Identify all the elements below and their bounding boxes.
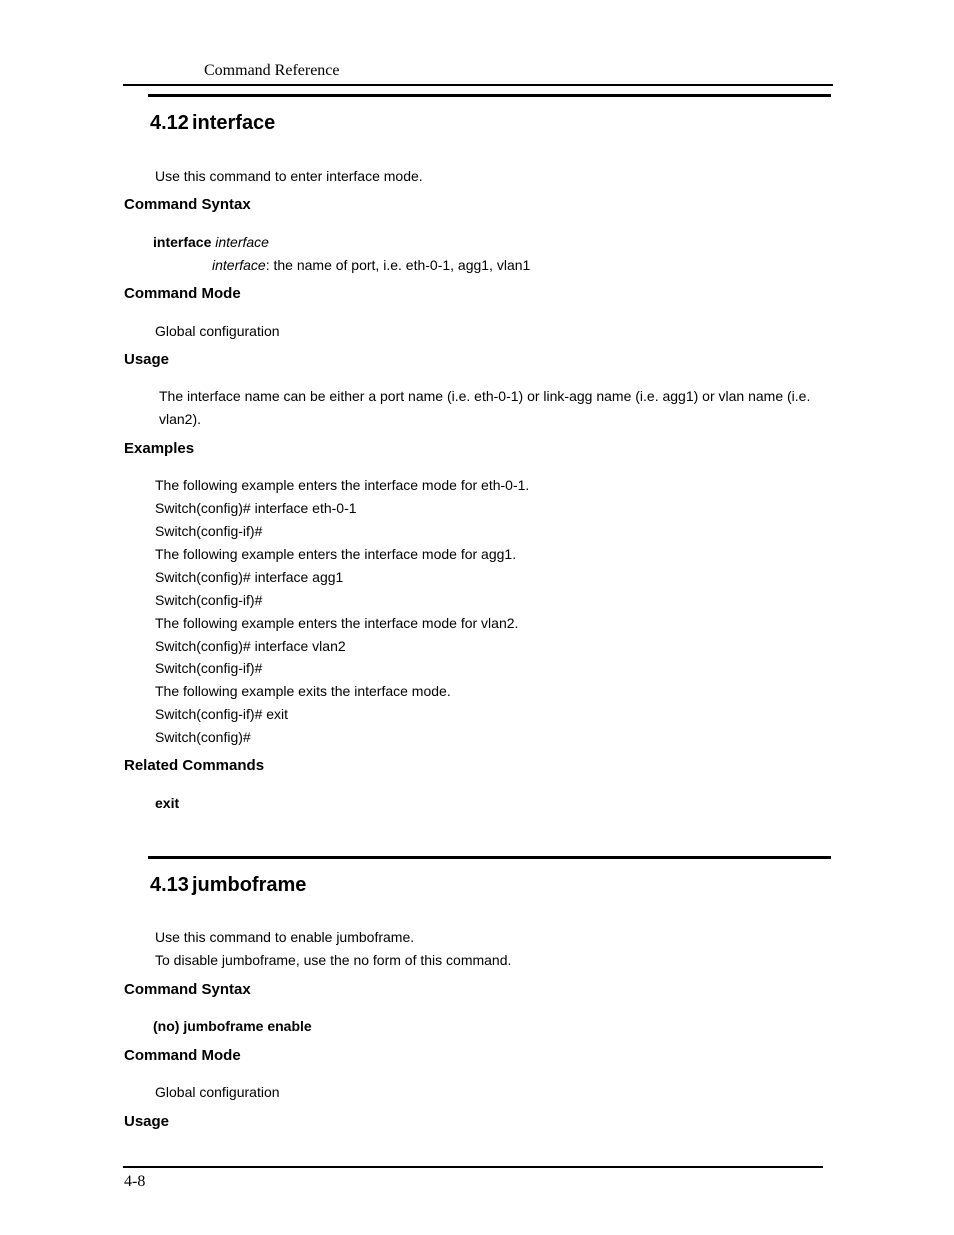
related-heading: Related Commands — [124, 757, 265, 774]
section-rule — [148, 856, 831, 859]
usage-text: The interface name can be either a port name (i.e. eth-0-1) or link-agg name (i.e. agg1) or vlan name (i.e. vlan2). — [159, 388, 811, 427]
section-number: 4.12 — [150, 112, 189, 134]
header-rule — [123, 84, 833, 86]
description-line: Use this command to enable jumboframe. — [155, 929, 415, 945]
section-title — [150, 874, 306, 897]
example-line: Switch(config-if)# — [155, 523, 263, 539]
page-number: 4-8 — [124, 1173, 146, 1190]
example-line: Switch(config-if)# exit — [155, 706, 289, 722]
section-title — [150, 112, 275, 135]
param-line — [212, 257, 530, 273]
syntax-argument: interface — [215, 234, 269, 250]
syntax-command: (no) jumboframe enable — [153, 1018, 312, 1034]
mode-text: Global configuration — [155, 323, 280, 339]
example-line: The following example exits the interface mode. — [155, 683, 451, 699]
example-line: The following example enters the interface mode for eth-0-1. — [155, 477, 530, 493]
description-line: Use this command to enter interface mode. — [155, 168, 423, 184]
mode-heading: Command Mode — [124, 285, 241, 302]
param-desc: : the name of port, i.e. eth-0-1, agg1, vlan1 — [265, 257, 531, 273]
usage-heading: Usage — [124, 1113, 170, 1130]
syntax-heading: Command Syntax — [124, 196, 251, 213]
param-name: interface — [212, 257, 266, 273]
section-name: interface — [191, 112, 276, 134]
example-line: Switch(config)# interface eth-0-1 — [155, 500, 357, 516]
syntax-command: interface — [153, 234, 212, 250]
mode-heading: Command Mode — [124, 1047, 241, 1064]
example-line: Switch(config)# interface agg1 — [155, 569, 344, 585]
syntax-heading: Command Syntax — [124, 981, 251, 998]
example-line: Switch(config)# interface vlan2 — [155, 638, 346, 654]
footer-rule — [123, 1166, 823, 1168]
related-command: exit — [155, 795, 180, 811]
example-line: The following example enters the interface mode for vlan2. — [155, 615, 519, 631]
example-line: Switch(config-if)# — [155, 592, 263, 608]
section-rule — [148, 94, 831, 97]
example-line: Switch(config-if)# — [155, 660, 263, 676]
running-header: Command Reference — [204, 62, 340, 79]
description-line: To disable jumboframe, use the no form of this command. — [155, 952, 512, 968]
usage-heading: Usage — [124, 351, 170, 368]
section-name: jumboframe — [191, 874, 307, 896]
syntax-line — [153, 234, 269, 250]
example-line: Switch(config)# — [155, 729, 251, 745]
section-number: 4.13 — [150, 874, 189, 896]
examples-heading: Examples — [124, 440, 195, 457]
example-line: The following example enters the interface mode for agg1. — [155, 546, 517, 562]
mode-text: Global configuration — [155, 1084, 280, 1100]
